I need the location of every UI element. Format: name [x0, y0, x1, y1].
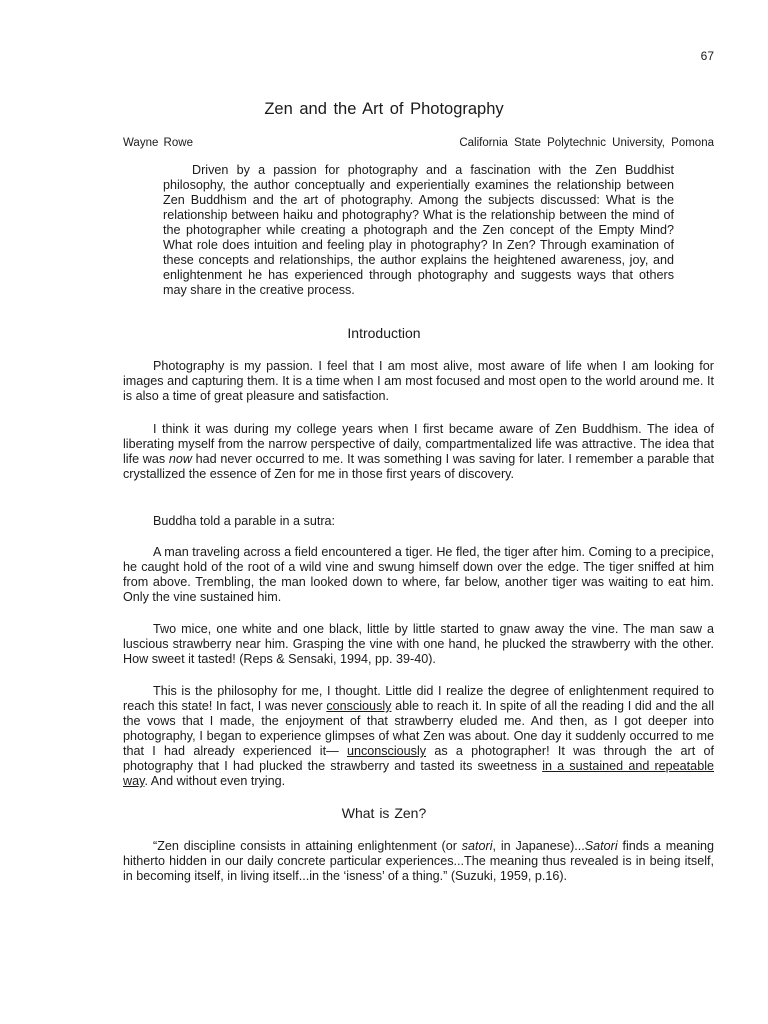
paragraph: A man traveling across a field encountered a tiger. He fled, the tiger after him. Coming to a precipice, he caught hold of the root of a wild vine and swung himself down over the edge. The tiger sniffed at him from above. Trembling, the man looked down to where, far below, another tiger was waiting to eat him. Only the vine sustained him.	[123, 545, 714, 604]
paragraph: Two mice, one white and one black, little by little started to gnaw away the vine. The man saw a luscious strawberry near him. Grasping the vine with one hand, he plucked the strawberry with the other. How sweet it tasted! (Reps & Sensaki, 1994, pp. 39-40).	[123, 622, 714, 666]
emphasis-text: Satori	[584, 839, 618, 853]
text-run: as a photographer! It was through the art of photography that I had plucked the strawberry and tasted its sweetness	[123, 744, 714, 773]
emphasis-text: satori	[461, 839, 493, 853]
abstract: Driven by a passion for photography and a fascination with the Zen Buddhist philosophy, the author conceptually and experientially examines the relationship between Zen Buddhism and the art of photography. Among the subjects discussed: What is the relationship between haiku and photography? What is the relationship between the mind of the photographer while creating a photograph and the Zen concept of the Empty Mind? What role does intuition and feeling play in photography? In Zen? Through examination of these concepts and relationships, the author explains the heightened awareness, joy, and enlightenment he has experienced through photography and suggests ways that others may share in the creative process.	[163, 163, 674, 297]
underlined-text: in a sustained and repeatable way	[123, 759, 714, 788]
underlined-text: consciously	[326, 699, 392, 713]
author-affiliation: California State Polytechnic University, Pomona	[459, 137, 714, 149]
paragraph	[123, 422, 714, 482]
paragraph	[123, 839, 714, 884]
emphasis-text: now	[168, 452, 192, 466]
section-heading-introduction: Introduction	[347, 325, 421, 341]
text-run: . And without even trying.	[144, 774, 286, 788]
text-run: , in Japanese)...	[492, 839, 585, 853]
page-number: 67	[700, 49, 714, 63]
text-run: This is the philosophy for me, I thought. Little did I realize the degree of enlightenment required to reach this state! In fact, I was never	[123, 684, 714, 713]
text-run: able to reach it. In spite of all the reading I did and the all the vows that I made, the enjoyment of that strawberry eluded me. And then, as I got deeper into photography, I began to experience glimpses of what Zen was about. One day it suddenly occurred to me that I had already experienced it—	[123, 699, 715, 758]
paper-title: Zen and the Art of Photography	[264, 100, 504, 118]
paragraph	[123, 684, 714, 789]
author-name: Wayne Rowe	[123, 137, 193, 149]
section-heading-what-is-zen: What is Zen?	[341, 805, 427, 821]
text-run: had never occurred to me. It was something I was saving for later. I remember a parable that crystallized the essence of Zen for me in those first years of discovery.	[123, 452, 714, 481]
text-run: “Zen discipline consists in attaining enlightenment (or	[153, 839, 462, 853]
paragraph: Photography is my passion. I feel that I am most alive, most aware of life when I am looking for images and capturing them. It is a time when I am most focused and most open to the world around me. It is also a time of great pleasure and satisfaction.	[123, 359, 714, 403]
text-run: I think it was during my college years when I first became aware of Zen Buddhism. The idea of liberating myself from the narrow perspective of daily, compartmentalized life was attractive. The idea that life was	[123, 422, 714, 466]
text-run: finds a meaning hitherto hidden in our daily concrete particular experiences...The meaning thus revealed is in being itself, in becoming itself, in living itself...in the ‘isness’ of a thing.” (Suzuki, 1959, p.16).	[123, 839, 714, 883]
underlined-text: unconsciously	[346, 744, 427, 758]
paragraph: Buddha told a parable in a sutra:	[153, 514, 336, 528]
